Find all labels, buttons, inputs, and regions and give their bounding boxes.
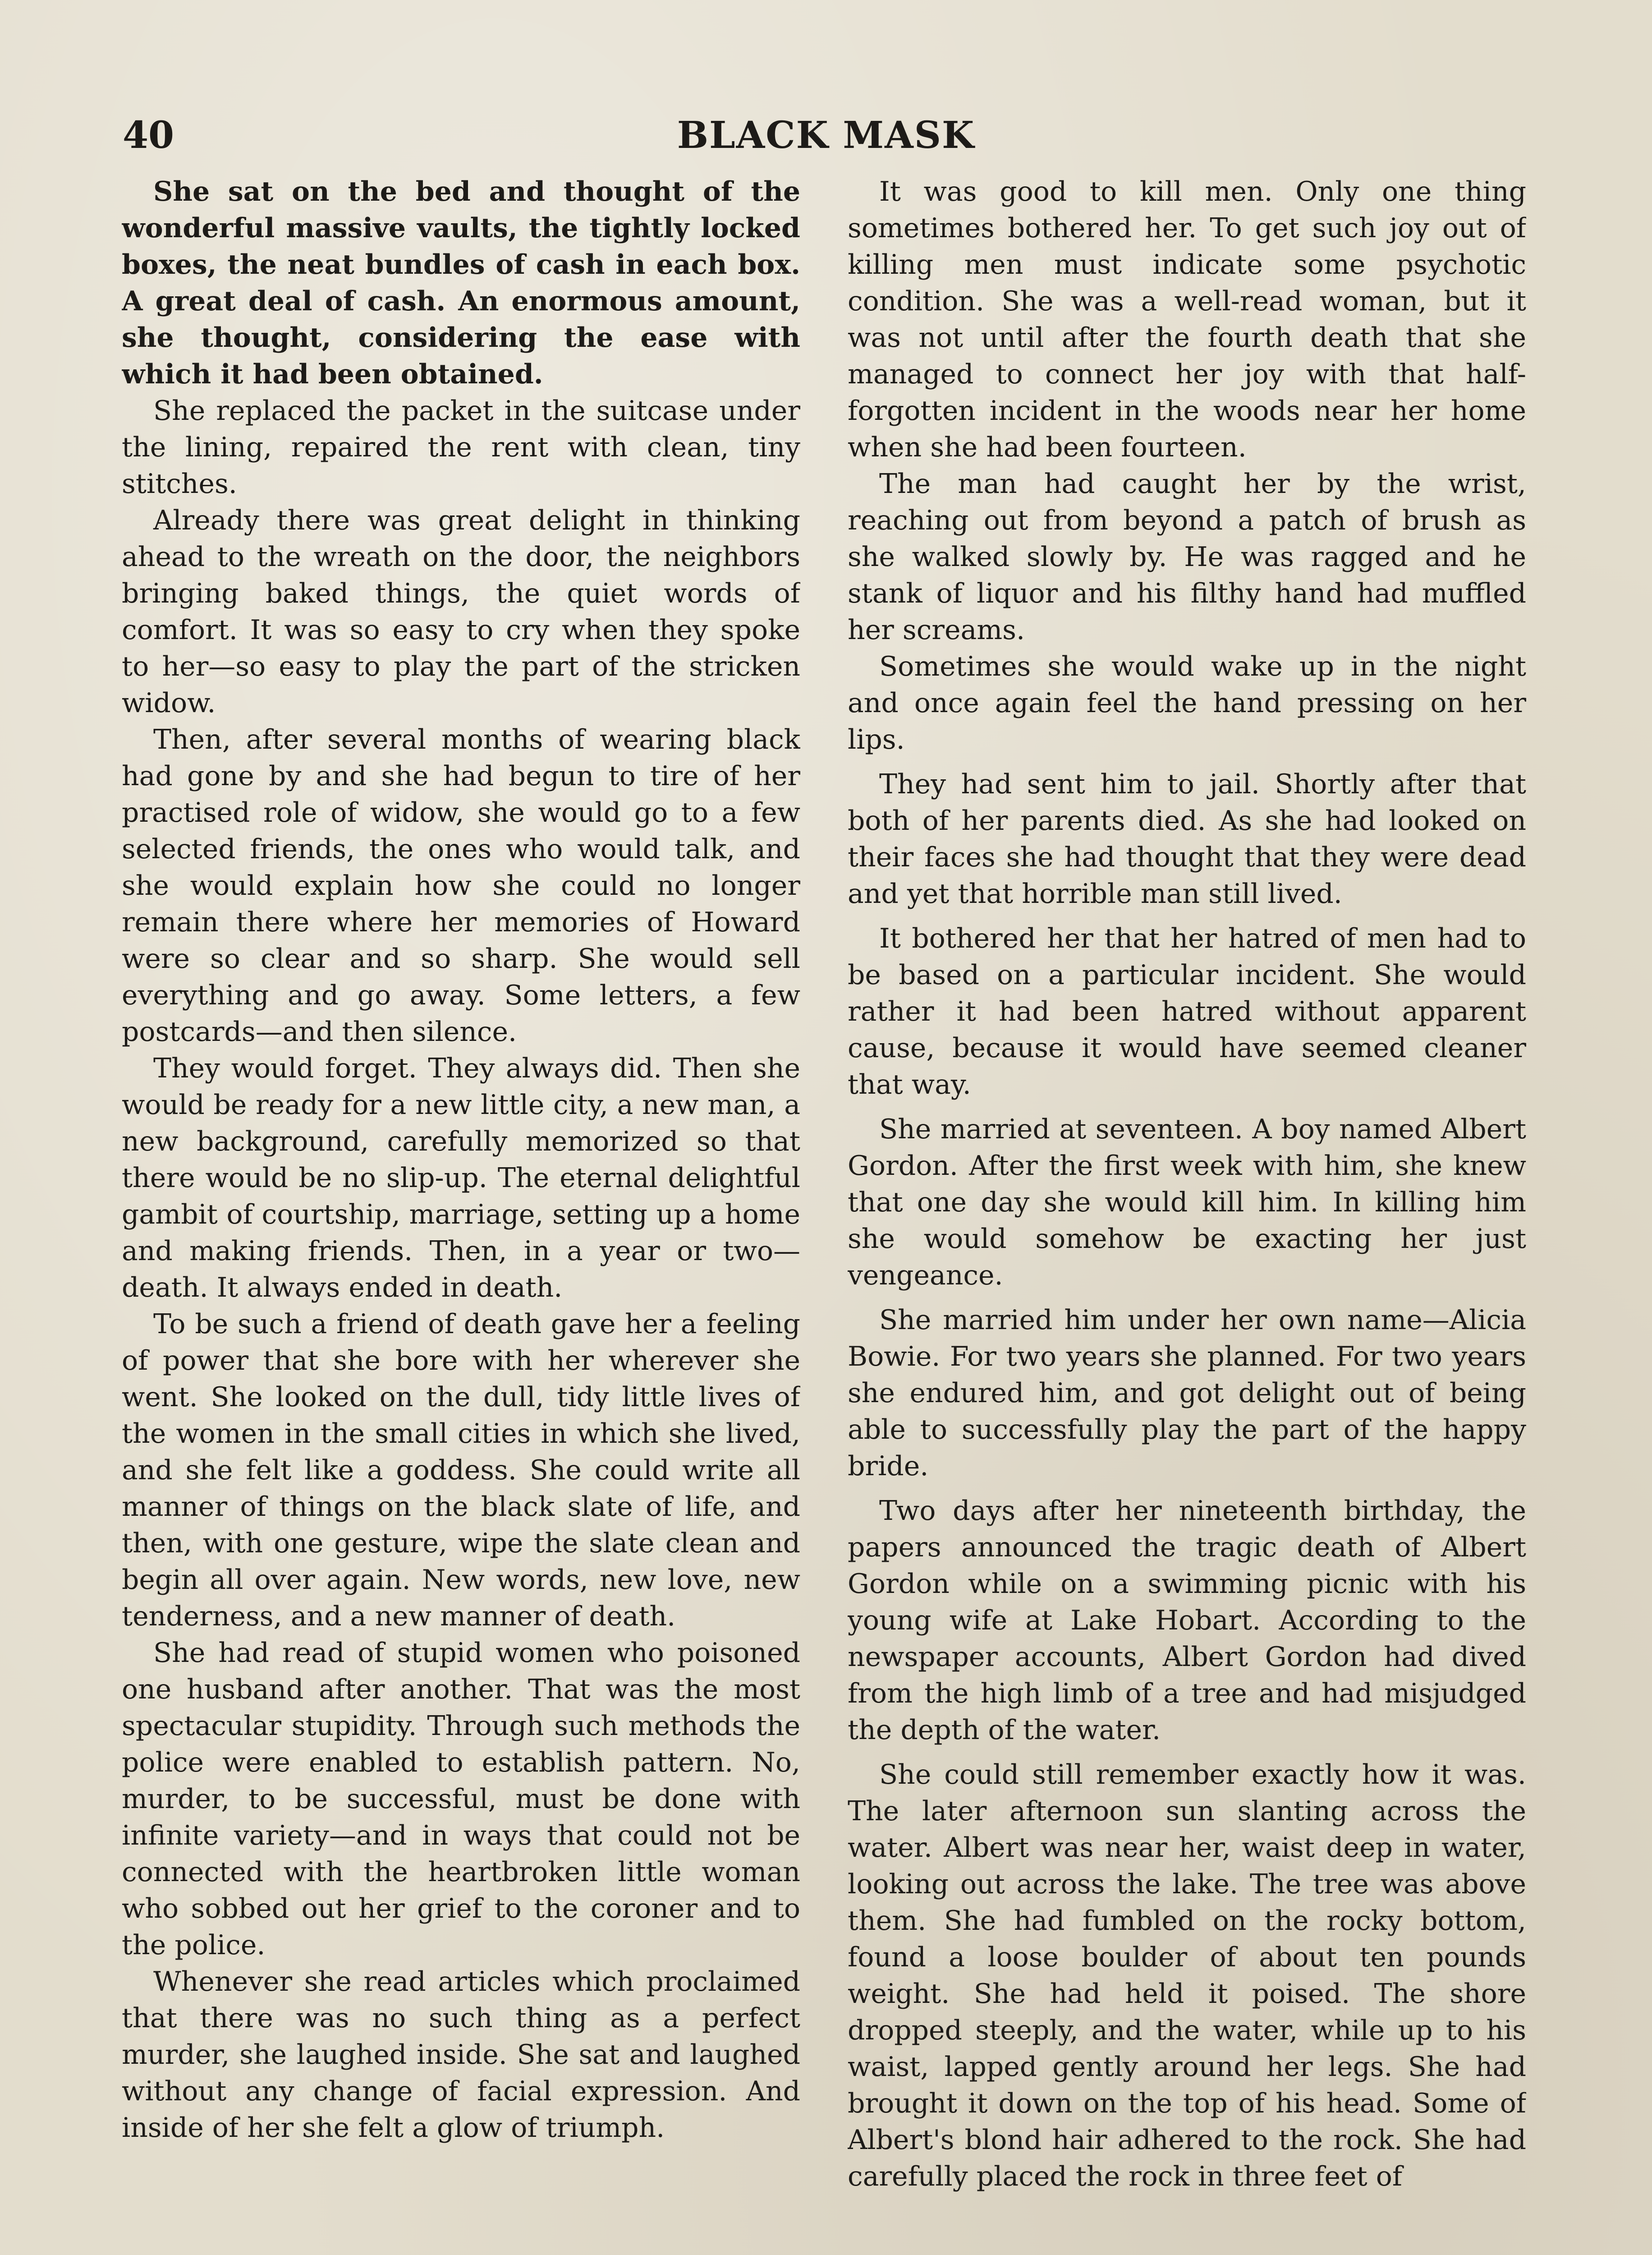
page-number: 40 xyxy=(123,114,174,157)
paragraph: It bothered her that her hatred of men had to be based on a particular incident. She would rather it had been hatred without apparent cause, because it would have seemed cleaner that way. xyxy=(848,923,1526,1100)
running-head: BLACK MASK xyxy=(677,114,975,157)
paragraph: They would forget. They always did. Then she would be ready for a new little city, a new man, a new background, carefully memorized so that there would be no slip-up. The eternal delightful gambit of courtship, marriage, setting up a home and making friends. Then, in a year or two—death. It always ended in death. xyxy=(122,1053,800,1303)
paragraph: The man had caught her by the wrist, reaching out from beyond a patch of brush as she walked slowly by. He was ragged and he stank of liquor and his filthy hand had muffled her screams. xyxy=(848,468,1526,646)
paragraph: Two days after her nineteenth birthday, the papers announced the tragic death of Albert Gordon while on a swimming picnic with his young wife at Lake Hobart. According to the newspaper accounts, Albert Gordon had dived from the high limb of a tree and had misjudged the depth of the water. xyxy=(848,1495,1526,1746)
paragraph: They had sent him to jail. Shortly after that both of her parents died. As she had looked on their faces she had thought that they were dead and yet that horrible man still lived. xyxy=(848,769,1526,910)
right-column xyxy=(848,174,1526,2255)
paragraph: She married him under her own name—Alicia Bowie. For two years she planned. For two years she endured him, and got delight out of being able to successfully play the part of the happy bride. xyxy=(848,1304,1526,1482)
paragraph: She replaced the packet in the suitcase under the lining, repaired the rent with clean, tiny stitches. xyxy=(122,395,800,500)
paragraph: She could still remember exactly how it was. The later afternoon sun slanting across the water. Albert was near her, waist deep in water, looking out across the lake. The tree was above them. She had fumbled on the rocky bottom, found a loose boulder of about ten pounds weight. She had held it poised. The shore dropped steeply, and the water, while up to his waist, lapped gently around her legs. She had brought it down on the top of his head. Some of Albert's blond hair adhered to the rock. She had carefully placed the rock in three feet of xyxy=(848,1759,1526,2192)
paragraph: She had read of stupid women who poisoned one husband after another. That was the most spectacular stupidity. Through such methods the police were enabled to establish pattern. No, murder, to be successful, must be done with infinite variety—and in ways that could not be connected with the heartbroken little woman who sobbed out her grief to the coroner and to the police. xyxy=(122,1637,800,1961)
paragraph: Sometimes she would wake up in the night and once again feel the hand pressing on her lips. xyxy=(848,651,1526,755)
paragraph: Whenever she read articles which proclaimed that there was no such thing as a perfect murder, she laughed inside. She sat and laughed without any change of facial expression. And inside of her she felt a glow of triumph. xyxy=(122,1966,800,2144)
text-columns xyxy=(122,174,1526,2255)
paragraph: Already there was great delight in thinking ahead to the wreath on the door, the neighbors bringing baked things, the quiet words of comfort. It was so easy to cry when they spoke to her—so easy to play the part of the stricken widow. xyxy=(122,505,800,719)
page-header xyxy=(0,108,1652,162)
paragraph: It was good to kill men. Only one thing sometimes bothered her. To get such joy out of killing men must indicate some psychotic condition. She was a well-read woman, but it was not until after the fourth death that she managed to connect her joy with that half-forgotten incident in the woods near her home when she had been fourteen. xyxy=(848,176,1526,463)
paragraph: Then, after several months of wearing black had gone by and she had begun to tire of her practised role of widow, she would go to a few selected friends, the ones who would talk, and she would explain how she could no longer remain there where her memories of Howard were so clear and so sharp. She would sell everything and go away. Some letters, a few postcards—and then silence. xyxy=(122,724,800,1048)
paragraph: To be such a friend of death gave her a feeling of power that she bore with her wherever she went. She looked on the dull, tidy little lives of the women in the small cities in which she lived, and she felt like a goddess. She could write all manner of things on the black slate of life, and then, with one gesture, wipe the slate clean and begin all over again. New words, new love, new tenderness, and a new manner of death. xyxy=(122,1308,800,1632)
left-column xyxy=(122,174,800,2255)
paragraph: She sat on the bed and thought of the wonderful massive vaults, the tightly locked boxes, the neat bundles of cash in each box. A great deal of cash. An enormous amount, she thought, considering the ease with which it had been obtained. xyxy=(122,176,800,390)
paragraph: She married at seventeen. A boy named Albert Gordon. After the first week with him, she knew that one day she would kill him. In killing him she would somehow be exacting her just vengeance. xyxy=(848,1114,1526,1291)
